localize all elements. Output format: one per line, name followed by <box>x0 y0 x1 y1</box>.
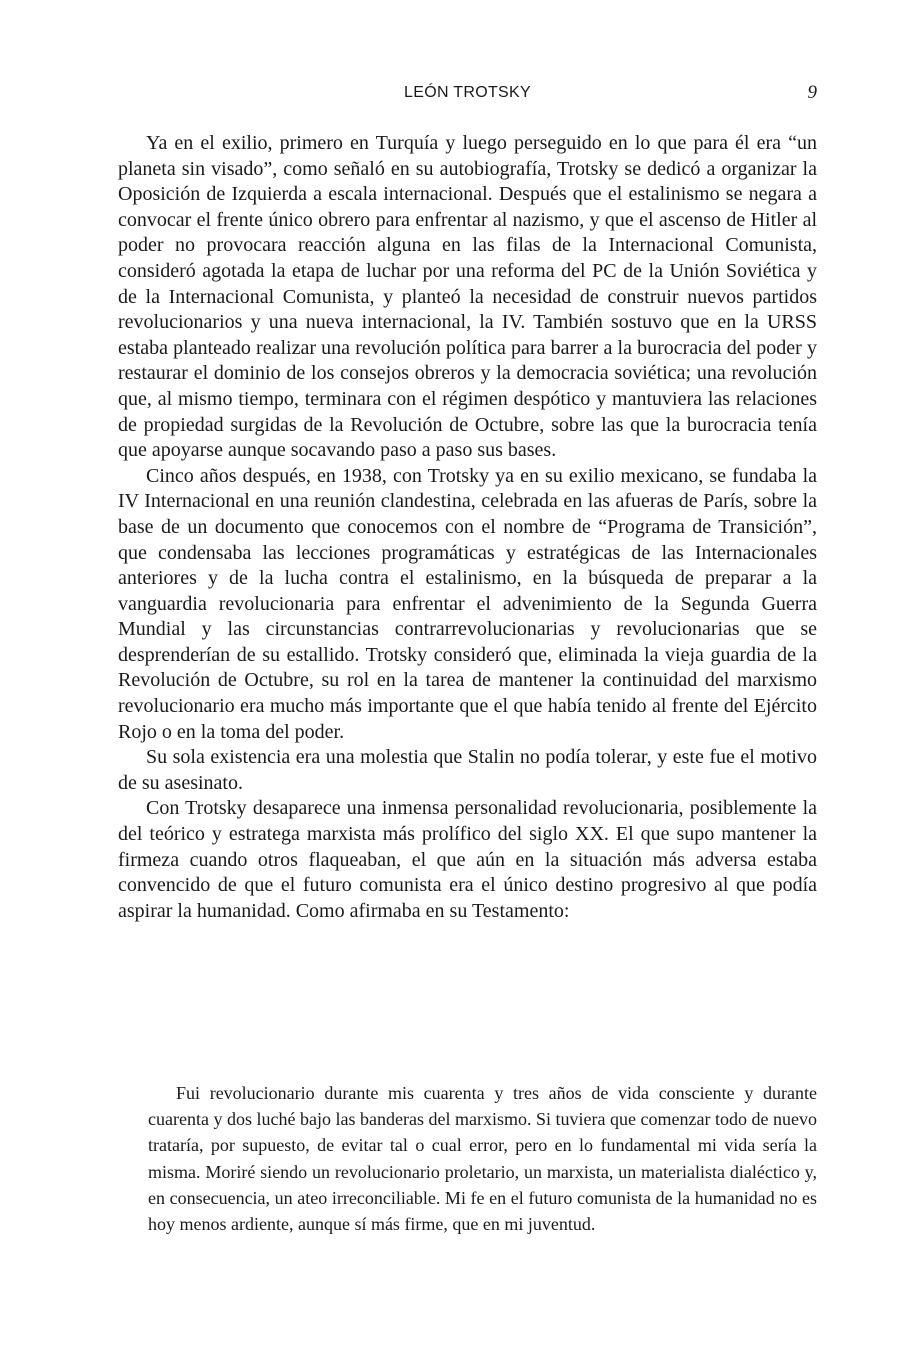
body-text <box>118 131 817 924</box>
running-header <box>118 80 817 106</box>
block-quote <box>148 1080 817 1237</box>
paragraph: Cinco años después, en 1938, con Trotsky ya en su exilio mexicano, se fundaba la IV Internacional en una reunión clandestina, celebrada en las afueras de París, sobre la base de un documento que conocemos con el nombre de “Programa de Transición”, que condensaba las lecciones programáticas y estratégicas de las Internacionales anteriores y de la lucha contra el estalinismo, en la búsqueda de preparar a la vanguardia revolucionaria para enfrentar el advenimiento de la Segunda Guerra Mundial y las circunstancias contrarrevolucionarias y revolucionarias que se desprenderían de su estallido. Trotsky consideró que, eliminada la vieja guardia de la Revolución de Octubre, su rol en la tarea de mantener la continuidad del marxismo revolucionario era mucho más importante que el que había tenido al frente del Ejército Rojo o en la toma del poder. <box>118 464 817 743</box>
quote-text: Fui revolucionario durante mis cuarenta y tres años de vida consciente y durante cuarenta y dos luché bajo las banderas del marxismo. Si tuviera que comenzar todo de nuevo trataría, por supuesto, de evitar tal o cual error, pero en lo fundamental mi vida sería la misma. Moriré siendo un revolucionario proletario, un marxista, un materialista dialéctico y, en consecuencia, un ateo irreconciliable. Mi fe en el futuro comunista de la humanidad no es hoy menos ardiente, aunque sí más firme, que en mi juventud. <box>148 1083 817 1235</box>
paragraph: Ya en el exilio, primero en Turquía y luego perseguido en lo que para él era “un planeta sin visado”, como señaló en su autobiografía, Trotsky se dedicó a organizar la Oposición de Izquierda a escala internacional. Después que el estalinismo se negara a convocar el frente único obrero para enfrentar al nazismo, y que el ascenso de Hitler al poder no provocara reacción alguna en las filas de la Internacional Comunista, consideró agotada la etapa de luchar por una reforma del PC de la Unión Soviética y de la Internacional Comunista, y planteó la necesidad de construir nuevos partidos revolucionarios y una nueva internacional, la IV. También sostuvo que en la URSS estaba planteado realizar una revolución política para barrer a la burocracia del poder y restaurar el dominio de los consejos obreros y la democracia soviética; una revolución que, al mismo tiempo, terminara con el régimen despótico y mantuviera las relaciones de propiedad surgidas de la Revolución de Octubre, sobre las que la burocracia tenía que apoyarse aunque socavando paso a paso sus bases. <box>118 132 817 462</box>
running-title: LEÓN TROTSKY <box>404 84 531 101</box>
page-number: 9 <box>807 82 817 103</box>
paragraph: Su sola existencia era una molestia que Stalin no podía tolerar, y este fue el motivo de su asesinato. <box>118 746 817 794</box>
paragraph: Con Trotsky desaparece una inmensa personalidad revolucionaria, posiblemente la del teórico y estratega marxista más prolífico del siglo XX. El que supo mantener la firmeza cuando otros flaqueaban, el que aún en la situación más adversa estaba convencido de que el futuro comunista era el único destino progresivo al que podía aspirar la humanidad. Como afirmaba en su Testamento: <box>118 797 817 922</box>
